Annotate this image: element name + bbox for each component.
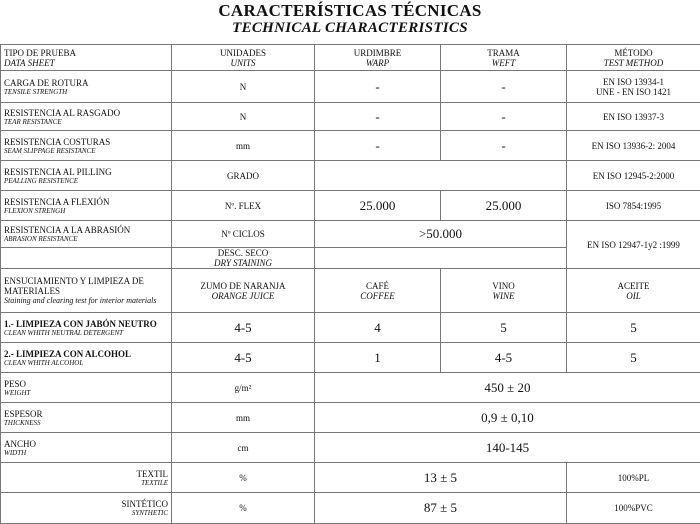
warp-tear: - <box>315 103 441 131</box>
alcohol-coffee: 1 <box>315 343 441 373</box>
row-tear <box>1 103 700 131</box>
row-abrasion <box>1 221 700 248</box>
soap-wine: 5 <box>441 313 567 343</box>
label-pilling: RESISTENCIA AL PILLING PEALLING RESISTENCE <box>1 161 172 191</box>
header-warp: URDIMBRE WARP <box>315 45 441 71</box>
alcohol-wine: 4-5 <box>441 343 567 373</box>
alcohol-oil: 5 <box>567 343 700 373</box>
soap-oil: 5 <box>567 313 700 343</box>
warp-seam: - <box>315 131 441 161</box>
value-dry-staining <box>315 248 567 269</box>
header-coffee: CAFÉ COFFEE <box>315 269 441 313</box>
value-width: 140-145 <box>315 433 700 463</box>
header-test: TIPO DE PRUEBA DATA SHEET <box>1 45 172 71</box>
soap-orange: 4-5 <box>172 313 315 343</box>
header-method: MÉTODO TEST METHOD <box>567 45 700 71</box>
composition-synthetic: 100%PVC <box>567 493 700 524</box>
label-alcohol: 2.- LIMPIEZA CON ALCOHOL CLEAN WHITH ALCOHOL <box>1 343 172 373</box>
label-flexion: RESISTENCIA A FLEXIÓN FLEXION STRENGH <box>1 191 172 221</box>
header-oil: ACEITE OIL <box>567 269 700 313</box>
row-seam <box>1 131 700 161</box>
label-weight: PESO WEIGHT <box>1 373 172 403</box>
label-tensile: CARGA DE ROTURA TENSILE STRENGTH <box>1 71 172 103</box>
value-abrasion: >50.000 <box>315 221 567 248</box>
units-synthetic: % <box>172 493 315 524</box>
method-flexion: ISO 7854:1995 <box>567 191 700 221</box>
title-english: TECHNICAL CHARACTERISTICS <box>232 20 468 36</box>
row-weight <box>1 373 700 403</box>
title-spanish: CARACTERÍSTICAS TÉCNICAS <box>218 1 482 20</box>
weft-tear: - <box>441 103 567 131</box>
label-dry-staining: DESC. SECO DRY STAINING <box>172 248 315 269</box>
weft-flexion: 25.000 <box>441 191 567 221</box>
row-flexion <box>1 191 700 221</box>
soap-coffee: 4 <box>315 313 441 343</box>
units-weight: g/m² <box>172 373 315 403</box>
row-alcohol <box>1 343 700 373</box>
label-abrasion: RESISTENCIA A LA ABRASIÓN ABRASION RESISTANCE <box>1 221 172 248</box>
header-units: UNIDADES UNITS <box>172 45 315 71</box>
row-textile <box>1 463 700 493</box>
units-tear: N <box>172 103 315 131</box>
label-width: ANCHO WIDTH <box>1 433 172 463</box>
header-orange-juice: ZUMO DE NARANJA ORANGE JUICE <box>172 269 315 313</box>
row-soap <box>1 313 700 343</box>
method-seam: EN ISO 13936-2: 2004 <box>567 131 700 161</box>
units-textile: % <box>172 463 315 493</box>
units-pilling: GRADO <box>172 161 315 191</box>
value-textile: 13 ± 5 <box>315 463 567 493</box>
header-row <box>1 45 700 71</box>
value-thickness: 0,9 ± 0,10 <box>315 403 700 433</box>
units-width: cm <box>172 433 315 463</box>
units-flexion: Nº. FLEX <box>172 191 315 221</box>
units-abrasion: Nº CICLOS <box>172 221 315 248</box>
label-soiling: ENSUCIAMIENTO Y LIMPIEZA DE MATERIALES Staining and clearing test for interior materials <box>1 269 172 313</box>
value-pilling <box>315 161 567 191</box>
method-tear: EN ISO 13937-3 <box>567 103 700 131</box>
label-soap: 1.- LIMPIEZA CON JABÓN NEUTRO CLEAN WHITH NEUTRAL DETERGENT <box>1 313 172 343</box>
composition-textile: 100%PL <box>567 463 700 493</box>
row-pilling <box>1 161 700 191</box>
label-thickness: ESPESOR THICKNESS <box>1 403 172 433</box>
row-synthetic <box>1 493 700 524</box>
method-tensile: EN ISO 13934-1 UNE - EN ISO 1421 <box>567 71 700 103</box>
units-tensile: N <box>172 71 315 103</box>
header-weft: TRAMA WEFT <box>441 45 567 71</box>
label-tear: RESISTENCIA AL RASGADO TEAR RESISTANCE <box>1 103 172 131</box>
weft-seam: - <box>441 131 567 161</box>
row-width <box>1 433 700 463</box>
method-pilling: EN ISO 12945-2:2000 <box>567 161 700 191</box>
method-abrasion: EN ISO 12947-1y2 :1999 <box>567 221 700 269</box>
label-textile: TEXTIL TEXTILE <box>1 463 172 493</box>
label-seam: RESISTENCIA COSTURAS SEAM SLIPPAGE RESISTANCE <box>1 131 172 161</box>
row-soiling-header <box>1 269 700 313</box>
warp-tensile: - <box>315 71 441 103</box>
header-wine: VINO WINE <box>441 269 567 313</box>
row-thickness <box>1 403 700 433</box>
warp-flexion: 25.000 <box>315 191 441 221</box>
value-weight: 450 ± 20 <box>315 373 700 403</box>
label-dry-empty <box>1 248 172 269</box>
label-synthetic: SINTÉTICO SYNTHETIC <box>1 493 172 524</box>
value-synthetic: 87 ± 5 <box>315 493 567 524</box>
weft-tensile: - <box>441 71 567 103</box>
row-tensile <box>1 71 700 103</box>
characteristics-table <box>0 44 700 524</box>
units-seam: mm <box>172 131 315 161</box>
alcohol-orange: 4-5 <box>172 343 315 373</box>
units-thickness: mm <box>172 403 315 433</box>
